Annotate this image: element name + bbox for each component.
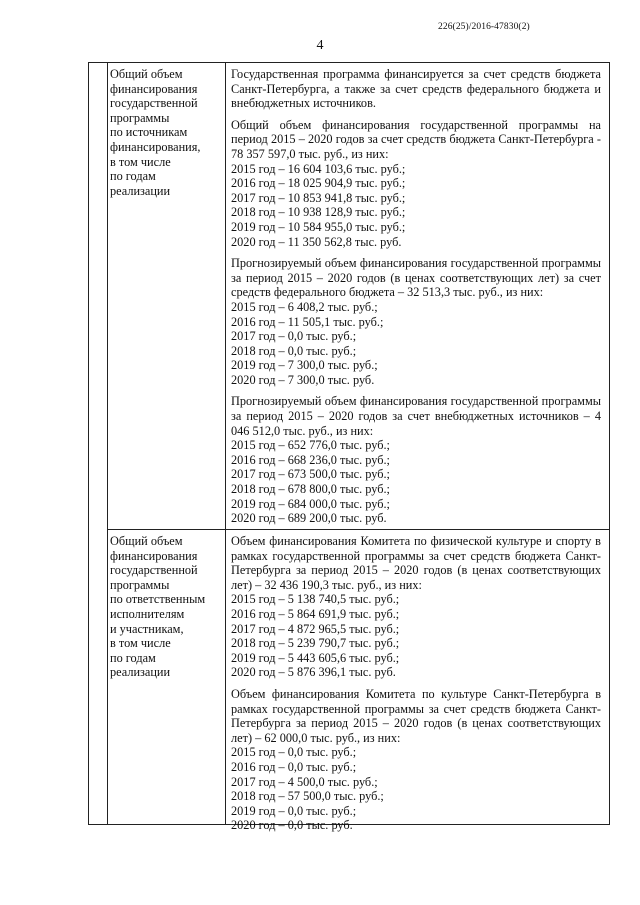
year-line: 2016 год – 668 236,0 тыс. руб.; xyxy=(231,452,390,467)
year-line: 2016 год – 0,0 тыс. руб.; xyxy=(231,759,357,774)
funding-spb-budget xyxy=(231,118,601,249)
paragraph: Государственная программа финансируется за счет средств бюджета Санкт-Петербурга, а также за счет средств федерального бюджета и внебюджетных источников. xyxy=(231,67,601,111)
year-line: 2015 год – 6 408,2 тыс. руб.; xyxy=(231,299,378,314)
paragraph: Объем финансирования Комитета по культуре Санкт-Петербурга в рамках государственной программы за счет средств бюджета Санкт-Петербурга за период 2015 – 2020 годов (в ценах соответствующих лет) – 62 000,0 тыс. руб., из них: xyxy=(231,686,601,745)
label-line: реализации xyxy=(110,665,171,680)
table-inner-left-border xyxy=(107,62,108,825)
year-line: 2015 год – 652 776,0 тыс. руб.; xyxy=(231,438,390,453)
year-line: 2019 год – 5 443 605,6 тыс. руб.; xyxy=(231,650,400,665)
label-line: программы xyxy=(110,110,170,125)
label-line: финансирования xyxy=(110,548,198,563)
label-line: и участникам, xyxy=(110,621,184,636)
year-line: 2017 год – 4 872 965,5 тыс. руб.; xyxy=(231,621,400,636)
year-line: 2015 год – 0,0 тыс. руб.; xyxy=(231,745,357,760)
label-line: государственной xyxy=(110,563,198,578)
label-line: исполнителям xyxy=(110,606,185,621)
label-line: финансирования xyxy=(110,81,198,96)
year-line: 2016 год – 5 864 691,9 тыс. руб.; xyxy=(231,606,400,621)
year-line: 2017 год – 4 500,0 тыс. руб.; xyxy=(231,774,378,789)
label-line: реализации xyxy=(110,183,171,198)
funding-intro xyxy=(231,67,601,111)
paragraph: Прогнозируемый объем финансирования государственной программы за период 2015 – 2020 годов за счет внебюджетных источников – 4 046 512,0 тыс. руб., из них: xyxy=(231,394,601,438)
row-1-label xyxy=(110,67,214,198)
row-1-content xyxy=(231,67,601,533)
label-line: Общий объем xyxy=(110,534,183,548)
year-line: 2019 год – 10 584 955,0 тыс. руб.; xyxy=(231,219,406,234)
label-line: по годам xyxy=(110,650,156,665)
paragraph: Общий объем финансирования государственной программы на период 2015 – 2020 годов за счет средств бюджета Санкт-Петербурга - 78 357 597,0 тыс. руб., из них: xyxy=(231,117,601,161)
year-line: 2020 год – 5 876 396,1 тыс. руб. xyxy=(231,665,396,680)
year-line: 2015 год – 5 138 740,5 тыс. руб.; xyxy=(231,592,400,607)
year-line: 2019 год – 684 000,0 тыс. руб.; xyxy=(231,496,390,511)
label-line: по годам xyxy=(110,169,156,184)
year-line: 2019 год – 0,0 тыс. руб.; xyxy=(231,803,357,818)
label-line: финансирования, xyxy=(110,139,201,154)
year-line: 2017 год – 0,0 тыс. руб.; xyxy=(231,329,357,344)
year-line: 2019 год – 7 300,0 тыс. руб.; xyxy=(231,358,378,373)
label-line: в том числе xyxy=(110,636,171,651)
row-2-content xyxy=(231,534,601,840)
funding-sports-committee xyxy=(231,534,601,680)
funding-federal-budget xyxy=(231,256,601,387)
label-line: в том числе xyxy=(110,154,171,169)
year-line: 2020 год – 0,0 тыс. руб. xyxy=(231,818,353,833)
year-line: 2018 год – 10 938 128,9 тыс. руб.; xyxy=(231,205,406,220)
year-line: 2018 год – 0,0 тыс. руб.; xyxy=(231,343,357,358)
label-line: программы xyxy=(110,577,170,592)
label-line: по ответственным xyxy=(110,592,206,607)
year-line: 2018 год – 678 800,0 тыс. руб.; xyxy=(231,482,390,497)
funding-extrabudgetary xyxy=(231,394,601,525)
year-line: 2017 год – 10 853 941,8 тыс. руб.; xyxy=(231,190,406,205)
document-number: 226(25)/2016-47830(2) xyxy=(438,22,530,32)
year-line: 2016 год – 18 025 904,9 тыс. руб.; xyxy=(231,176,406,191)
year-line: 2020 год – 689 200,0 тыс. руб. xyxy=(231,511,387,526)
year-line: 2020 год – 7 300,0 тыс. руб. xyxy=(231,372,375,387)
row-2-label xyxy=(110,534,214,680)
year-line: 2018 год – 57 500,0 тыс. руб.; xyxy=(231,789,384,804)
paragraph: Объем финансирования Комитета по физической культуре и спорту в рамках государственной программы за счет средств бюджета Санкт-Петербурга за период 2015 – 2020 годов (в ценах соответствующих лет) – 32 436 190,3 тыс. руб., из них: xyxy=(231,534,601,592)
page-number: 4 xyxy=(316,38,324,53)
year-line: 2017 год – 673 500,0 тыс. руб.; xyxy=(231,467,390,482)
label-line: государственной xyxy=(110,96,198,111)
year-line: 2015 год – 16 604 103,6 тыс. руб.; xyxy=(231,161,406,176)
paragraph: Прогнозируемый объем финансирования государственной программы за период 2015 – 2020 годов (в ценах соответствующих лет) за счет средств федерального бюджета – 32 513,3 тыс. руб., из них: xyxy=(231,256,601,300)
label-line: Общий объем xyxy=(110,67,183,81)
label-line: по источникам xyxy=(110,125,188,140)
table-column-divider xyxy=(225,62,226,825)
year-line: 2018 год – 5 239 790,7 тыс. руб.; xyxy=(231,636,400,651)
year-line: 2016 год – 11 505,1 тыс. руб.; xyxy=(231,314,384,329)
year-line: 2020 год – 11 350 562,8 тыс. руб. xyxy=(231,234,402,249)
funding-culture-committee xyxy=(231,687,601,833)
